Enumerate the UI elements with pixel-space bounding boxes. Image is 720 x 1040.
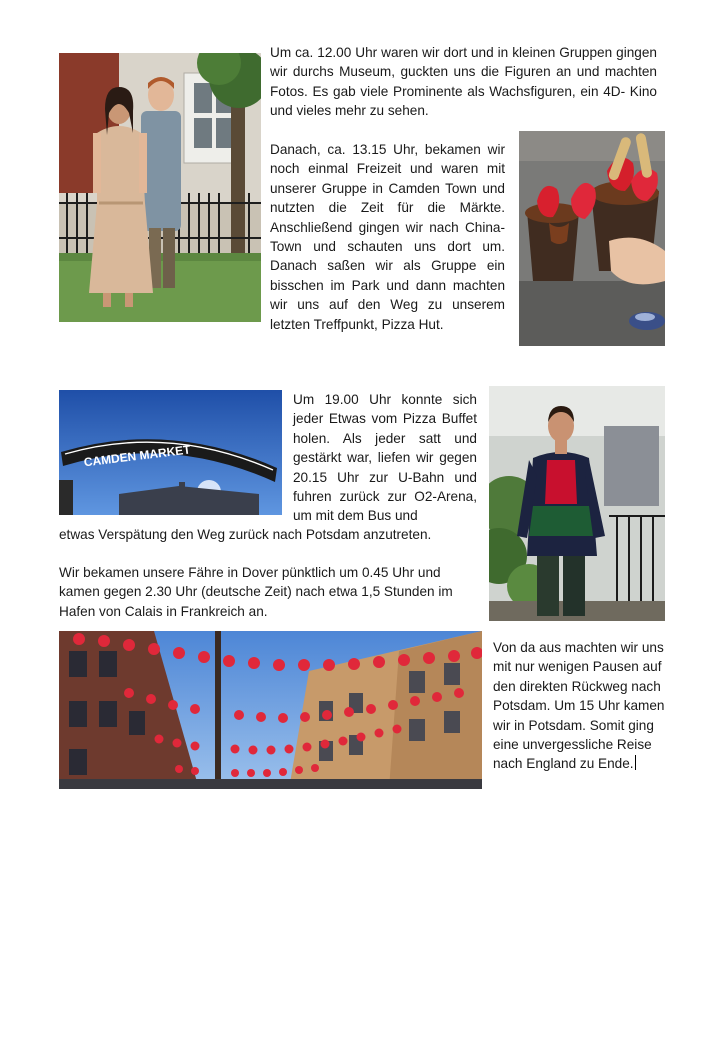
- paragraph-camden-town: Danach, ca. 13.15 Uhr, bekamen wir noch einmal Freizeit und waren mit unserer Gruppe in Camden Town und nutzten die Zeit für die Märkte. Anschließend gingen wir nach China-Town und schauten uns dort um. Danach saßen wir als Gruppe ein bisschen im Park und dann machten wir uns auf den Weg zu unserem letzten Treffpunkt, Pizza Hut.: [270, 142, 505, 332]
- paragraph-museum: Um ca. 12.00 Uhr waren wir dort und in kleinen Gruppen gingen wir durchs Museum, guckten uns die Figuren an und machten Fotos. Es gab viele Prominente als Wachsfiguren, ein 4D- Kino und vieles mehr zu sehen.: [270, 45, 657, 119]
- camden-market-sign-photo: [59, 390, 282, 515]
- paragraph-pizza-buffet: Um 19.00 Uhr konnte sich jeder Etwas vom Pizza Buffet holen. Als jeder satt und gestärkt war, liefen wir gegen 20.15 Uhr zur U-Bahn und fuhren zurück zur O2-Arena, um mit dem Bus und: [293, 392, 477, 524]
- footballer-wax-figure-photo: [489, 386, 665, 621]
- china-town-lanterns-photo: [59, 631, 482, 789]
- paragraph-return-trip-text: Von da aus machten wir uns mit nur wenigen Pausen auf den direkten Rückweg nach Potsdam. Um 15 Uhr kamen wir in Potsdam. Somit ging eine unvergessliche Reise nach England zu Ende.: [493, 640, 665, 772]
- paragraph-ferry: Wir bekamen unsere Fähre in Dover pünktlich um 0.45 Uhr und kamen gegen 2.30 Uhr (deutsche Zeit) nach etwa 1,5 Stunden im Hafen von Calais in Frankreich an.: [59, 565, 453, 619]
- paragraph-return-trip: [493, 638, 668, 774]
- chocolate-strawberries-photo: [519, 131, 665, 346]
- wax-figures-couple-photo: [59, 53, 261, 322]
- camden-market-sign-text: CAMDEN MARKET: [83, 442, 192, 470]
- text-cursor: [635, 755, 636, 770]
- paragraph-pizza-buffet-continued: etwas Verspätung den Weg zurück nach Potsdam anzutreten.: [59, 527, 432, 542]
